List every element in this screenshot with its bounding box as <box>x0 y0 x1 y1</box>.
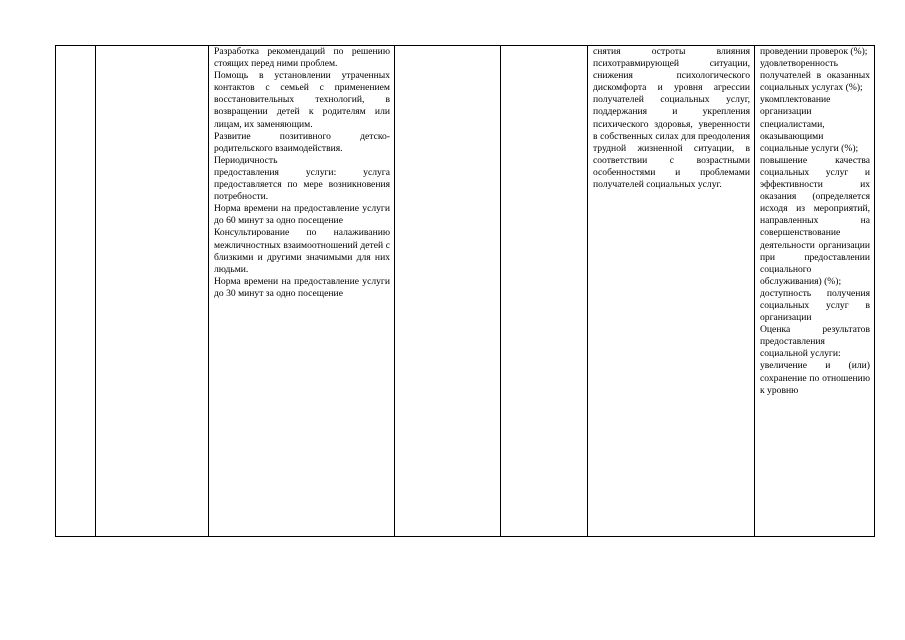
description-paragraph: Норма времени на предоставление услуги до 30 минут за одно посещение <box>214 275 390 299</box>
conditions-paragraph: снятия остроты влияния психотравмирующей ситуации, снижения психологического дискомфорта и уровня агрессии получателей социальных услуг, поддержания и укрепления психического здоровья, уверенности в собственных силах для преодоления трудной жизненной ситуации, в соответствии с возрастными особенностями и проблемами получателей социальных услуг. <box>593 46 750 191</box>
cell-column-4 <box>395 46 501 537</box>
table-row <box>56 46 875 537</box>
indicator-paragraph: удовлетворенность получателей в оказанных социальных услугах (%); <box>760 58 870 94</box>
cell-quality-indicators <box>755 46 875 537</box>
indicator-paragraph: укомплектование организации специалистами, оказывающими социальные услуги (%); <box>760 94 859 154</box>
cell-conditions <box>588 46 755 537</box>
cell-service-description <box>209 46 395 537</box>
description-paragraph: Развитие позитивного детско-родительского взаимодействия. <box>214 130 390 154</box>
cell-column-5 <box>501 46 588 537</box>
cell-service-name <box>96 46 209 537</box>
description-paragraph: Разработка рекомендаций по решению стоящих перед ними проблем. <box>214 46 390 70</box>
description-paragraph: Помощь в установлении утраченных контактов с семьей с применением восстановительных технологий, в возвращении детей к родителям или лицам, их заменяющим. <box>214 70 390 130</box>
services-table <box>55 45 875 537</box>
indicator-paragraph: проведении проверок (%); <box>760 46 868 57</box>
description-paragraph: Периодичность <box>214 154 278 166</box>
indicator-paragraph: Оценка результатов предоставления социальной услуги: <box>760 324 870 360</box>
description-paragraph: Норма времени на предоставление услуги до 60 минут за одно посещение <box>214 203 390 227</box>
description-paragraph: предоставления услуги: услуга предоставляется по мере возникновения потребности. <box>214 166 390 203</box>
indicator-paragraph: доступность получения социальных услуг в организации <box>760 287 870 324</box>
cell-number <box>56 46 96 537</box>
indicator-paragraph: увеличение и (или) сохранение по отношению к уровню <box>760 360 870 396</box>
indicator-paragraph: повышение качества социальных услуг и эффективности их оказания (определяется исходя из мероприятий, направленных на совершенствование деятельности организации при предоставлении социального обслуживания) (%); <box>760 154 870 287</box>
description-paragraph: Консультирование по налаживанию межличностных взаимоотношений детей с близкими и другими значимыми для них людьми. <box>214 227 390 275</box>
